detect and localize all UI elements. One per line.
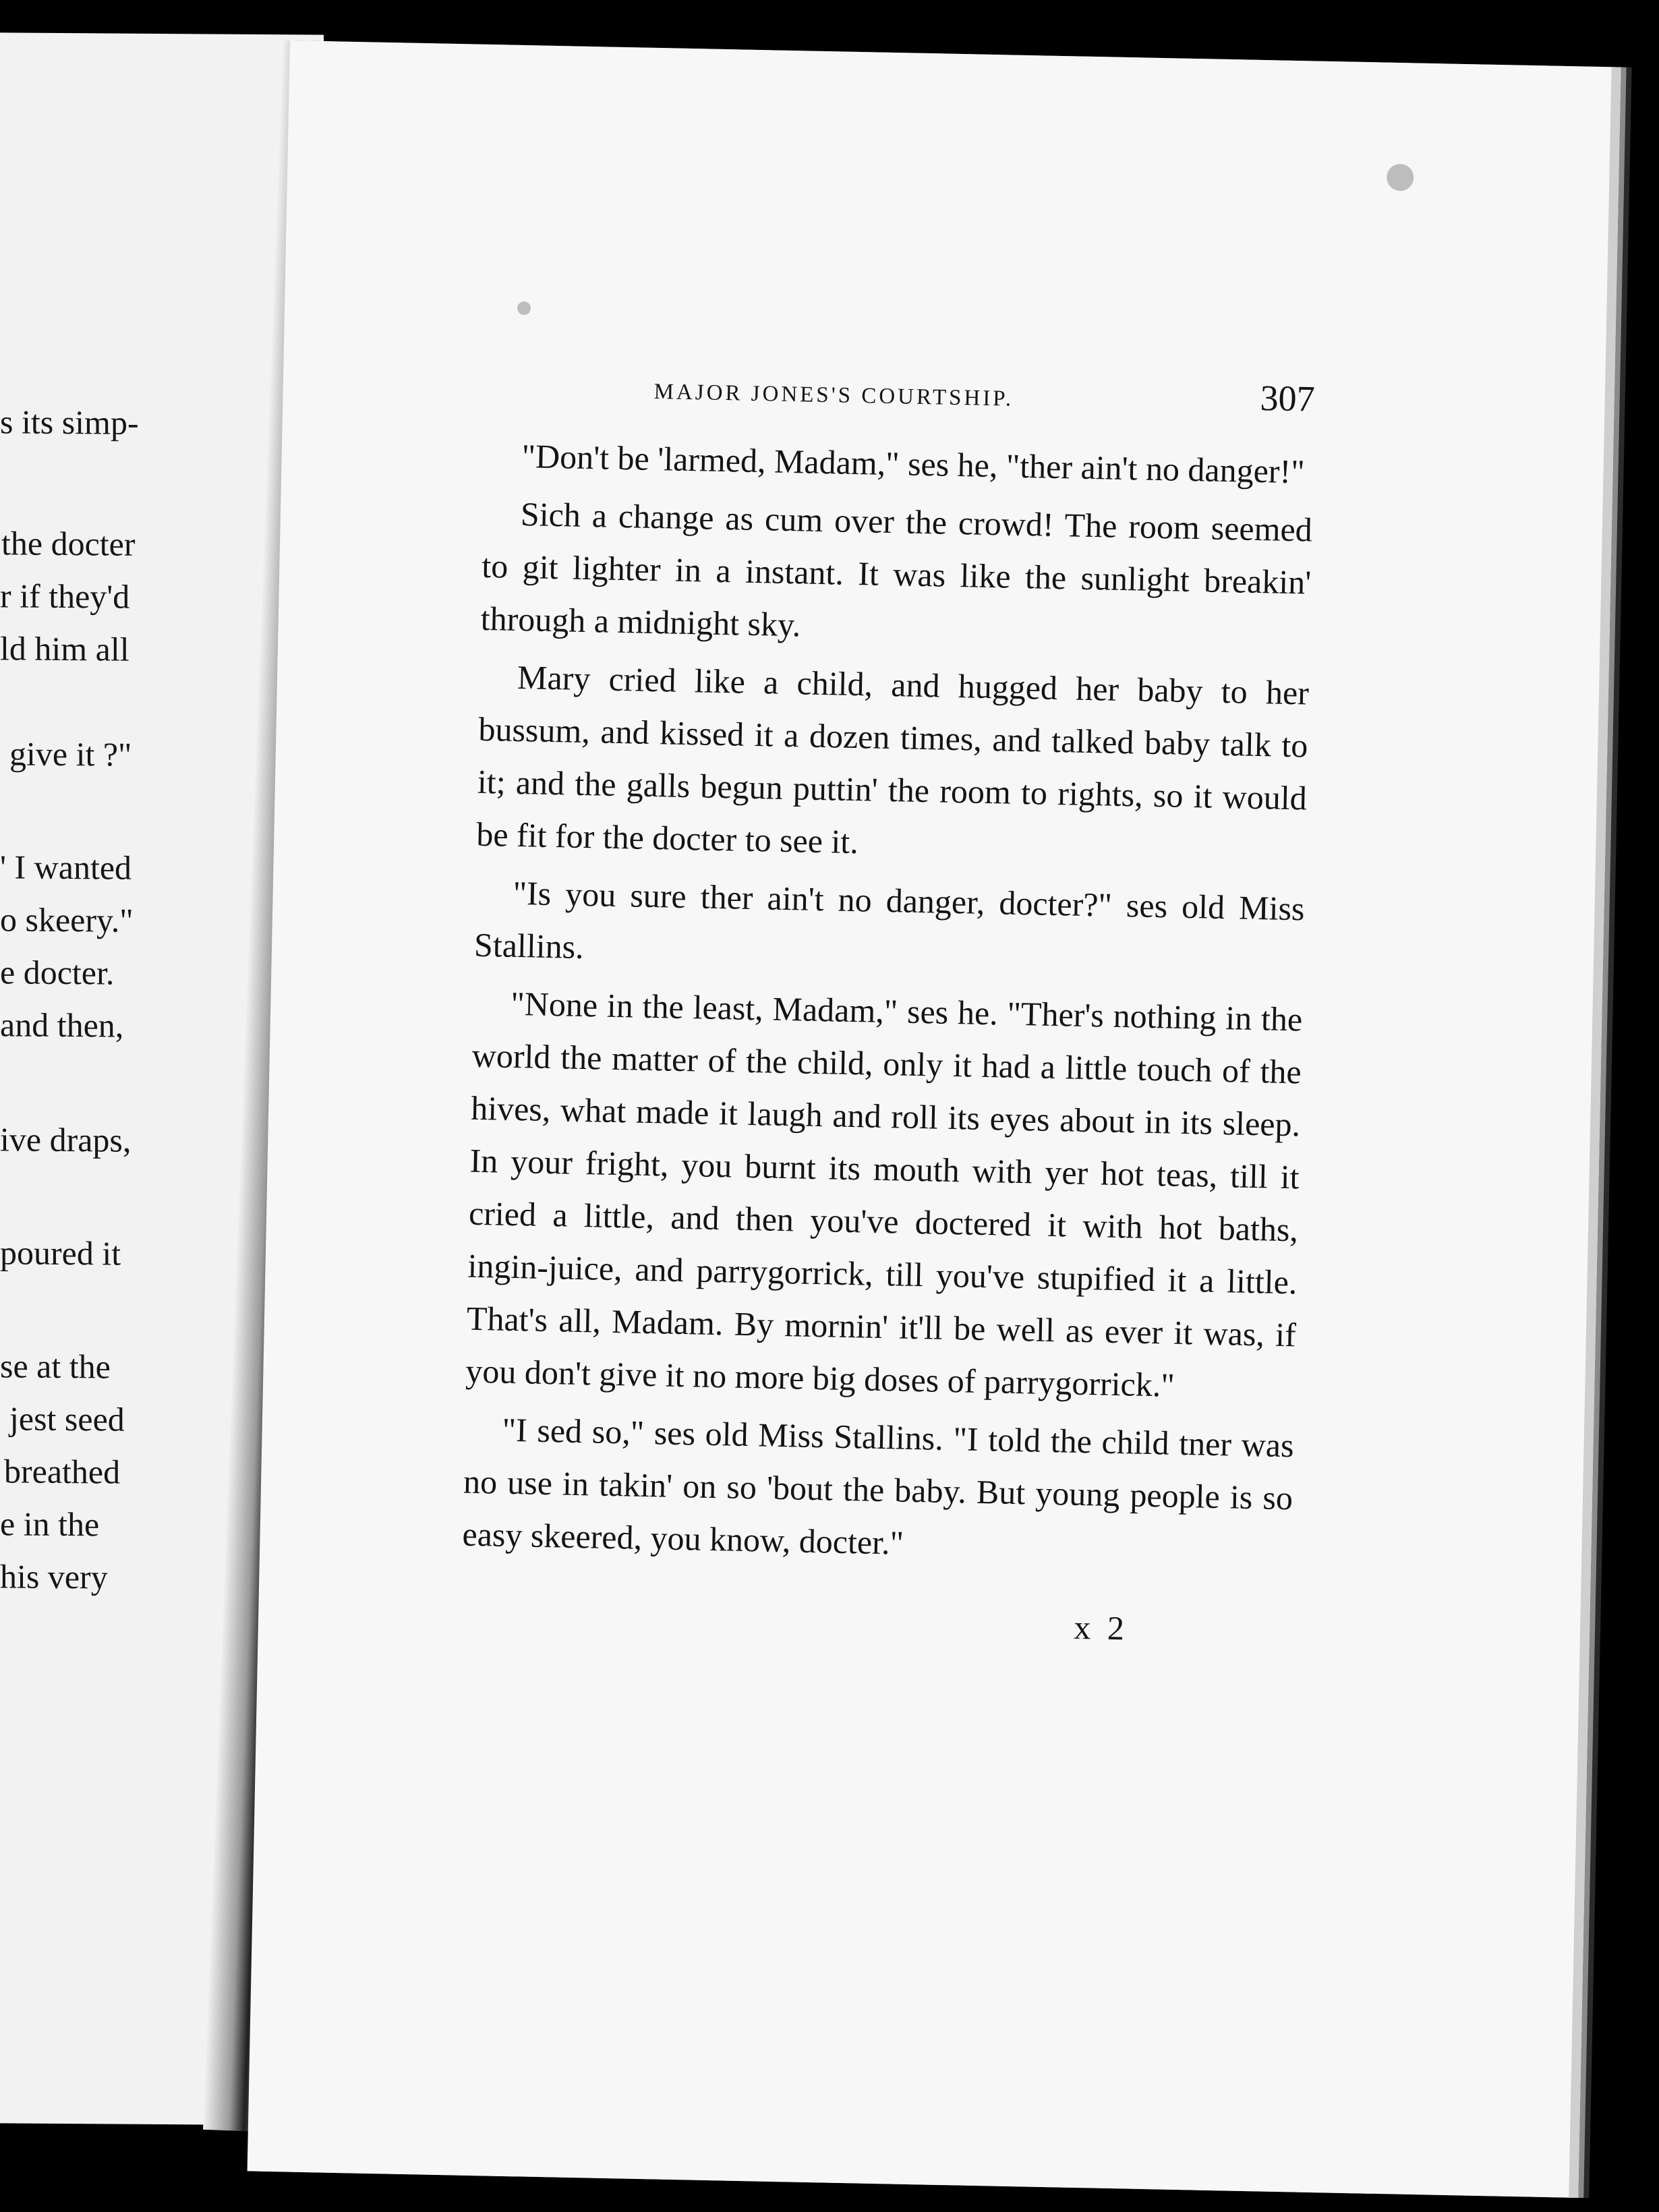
paper-speck	[1387, 164, 1414, 192]
left-page-fragment: ive draps,	[0, 1120, 132, 1159]
left-page-fragment: o skeery."	[0, 900, 134, 939]
left-page-fragment: ld him all	[0, 629, 129, 668]
left-page-fragment: breathed	[4, 1452, 121, 1491]
left-page-fragment: his very	[0, 1557, 108, 1596]
paragraph: "Is you sure ther ain't no danger, docter?" ses old Miss Stallins.	[473, 873, 1306, 966]
left-page-fragment: ' I wanted	[0, 848, 132, 887]
left-page-fragment: jest seed	[9, 1399, 125, 1438]
left-page-fragment: e in the	[0, 1505, 100, 1544]
paragraph: "I sed so," ses old Miss Stallins. "I told the child tner was no use in takin' on so 'bout the baby. But young people is so easy skeered, you know, docter."	[462, 1410, 1295, 1562]
running-head	[485, 361, 1315, 432]
paragraph: Sich a change as cum over the crowd! The room seemed to git lighter in a instant. It was like the sunlight breakin' through a midnight sky.	[480, 495, 1313, 644]
paragraph: Mary cried like a child, and hugged her baby to her bussum, and kissed it a dozen times, and talked baby talk to it; and the galls begun puttin' the room to rights, so it would be fit for the docter to see it.	[475, 658, 1310, 861]
left-page-fragment: e docter.	[0, 953, 115, 992]
page-body	[461, 361, 1316, 1651]
paper-speck	[517, 301, 531, 315]
left-page-fragment: and then,	[0, 1006, 124, 1045]
signature-mark: x 2	[1073, 1608, 1129, 1648]
paragraph: "Don't be 'larmed, Madam," ses he, "ther ain't no danger!"	[521, 437, 1306, 491]
paragraph: "None in the least, Madam," ses he. "Ther's nothing in the world the matter of the child, only it had a little touch of the hives, what made it laugh and roll its eyes about in its sleep. In your fright, you burnt its mouth with yer hot teas, till it cried a little, and then you've doctered it with hot baths, ingin-juice, and parrygorrick, till you've stupified it a little. That's all, Madam. By mornin' it'll be well as ever it was, if you don't give it no more big doses of parrygorrick."	[465, 984, 1303, 1404]
right-page	[248, 40, 1621, 2198]
page-number: 307	[1260, 377, 1316, 419]
left-page-fragment: give it ?"	[9, 734, 132, 774]
left-page-fragment: se at the	[0, 1347, 111, 1386]
left-page-fragment: poured it	[0, 1233, 121, 1273]
left-page-fragment: the docter	[1, 524, 136, 563]
running-title: MAJOR JONES'S COURTSHIP.	[653, 379, 1014, 411]
left-page-fragment: s its simp-	[0, 403, 139, 442]
left-page-fragment: r if they'd	[0, 577, 130, 616]
